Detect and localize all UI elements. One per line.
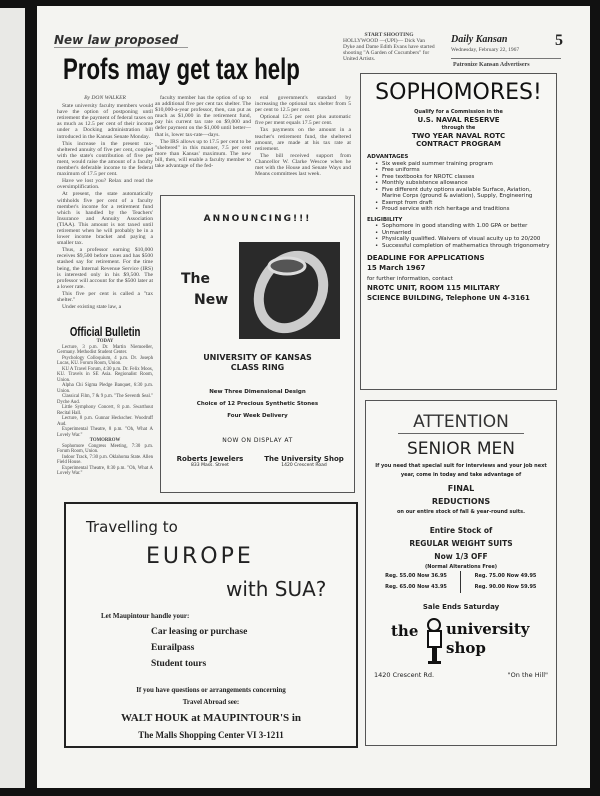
- paragraph: Optional 12.5 per cent plus automatic five per ment equals 17.5 per cent.: [255, 114, 351, 127]
- ring-title-2: CLASS RING: [230, 363, 285, 372]
- ring-feature: New Three Dimensional Design: [209, 389, 306, 395]
- article-kicker: New law proposed: [54, 33, 188, 48]
- bulletin-item: Little Symphony Concert, 8 p.m. Swarthout Recital Hall.: [57, 405, 153, 416]
- adjacent-page-edge: [0, 8, 25, 788]
- eligibility-item: • Successful completion of mathematics through trigonometry: [373, 243, 550, 250]
- navy-line: U.S. NAVAL RESERVE: [417, 116, 500, 124]
- naval-rotc-ad: [360, 73, 557, 390]
- suit-off: Now 1/3 OFF: [434, 552, 488, 561]
- suit-sale-ends: Sale Ends Saturday: [422, 603, 500, 611]
- advantage-item: • Five different duty options available Surface, Aviation, Marine Corps (ground & aviation), Supply, Engineering: [373, 187, 550, 200]
- contact-line: NROTC UNIT, ROOM 115 MILITARY: [367, 283, 500, 292]
- byline: By DON WALKER: [84, 95, 126, 101]
- university-shop-logo: [366, 617, 556, 667]
- paragraph: eral government's standard by increasing the optional tax shelter from 5 per cent to 12.5 per cent.: [255, 95, 351, 114]
- paragraph: This five per cent is called a "tax shelter.": [57, 290, 153, 303]
- article-column-2: [155, 95, 251, 170]
- paragraph: faculty member has the option of up to an additional five per cent tax shelter. The $10,000-a-year professor, then, can put as much as $1,000 in the retirement fund, pay his current tax rate on $9,000 and defer payment on the $1,000 until better—that is, lower tax-rate—days.: [155, 95, 251, 138]
- masthead-paper: Daily Kansan: [451, 34, 508, 45]
- class-ring-photo: [239, 242, 340, 339]
- brief-title: START SHOOTING: [364, 32, 414, 38]
- shop-tagline: "On the Hill": [507, 671, 548, 679]
- ring-announcing: ANNOUNCING!!!: [203, 214, 312, 224]
- travel-line-1: Travelling to: [86, 518, 178, 536]
- article-headline: Profs may get tax help: [63, 53, 300, 86]
- eligibility-item: • Sophomore in good standing with 1.00 GPA or better: [373, 223, 550, 230]
- ring-address-1: 833 Mass. Street: [191, 463, 229, 468]
- bulletin-today-heading: TODAY: [96, 339, 114, 344]
- advantage-item: • Monthly subsistence allowance: [373, 180, 550, 187]
- logo-university: university: [446, 620, 530, 638]
- ring-store-1: Roberts Jewelers: [176, 455, 244, 463]
- contact-line: SCIENCE BUILDING, Telephone UN 4-3161: [367, 293, 530, 302]
- europe-travel-ad: [64, 502, 358, 748]
- suit-price-table: [366, 571, 556, 593]
- ring-display: NOW ON DISPLAY AT: [222, 437, 293, 444]
- bulletin-item: Experimental Theatre, 8:30 p.m. "Oh, What A Lovely War.": [57, 465, 153, 476]
- class-ring-ad: [160, 195, 355, 493]
- bulletin-item: Indoor Track, 7:30 p.m. Oklahoma State. Allen Field House.: [57, 454, 153, 465]
- travel-contact: WALT HOUK at MAUPINTOUR'S in: [120, 712, 302, 724]
- bulletin-item: Lecture, 3 p.m. Dr. Martin Niemoeller, Germany. Methodist Student Center.: [57, 344, 153, 355]
- bulletin-item: Sophomore Congress Meeting, 7:30 p.m. Forum Room, Union.: [57, 443, 153, 454]
- bulletin-item: Classical Film, 7 & 9 p.m. "The Seventh Seal." Dyche Aud.: [57, 394, 153, 405]
- paragraph: Tax payments on the amount in a teacher's retirement fund, the sheltered amount, are made at his tax rate at retirement.: [255, 127, 351, 152]
- advantage-item: • Exempt from draft: [373, 200, 550, 207]
- bulletin-tomorrow-heading: TOMORROW: [89, 438, 121, 443]
- paragraph: This increase in the present tax-sheltered annuity of five per cent, coupled with the state's contribution of five per ment, would raise the amount of a faculty member's deferable income to the federal maximum of 17.5 per cent.: [57, 140, 153, 178]
- paragraph: Under existing state law, a: [62, 304, 122, 311]
- paragraph: At present, the state automatically withholds five per cent of a faculty member's income for a retirement fund which is handled by the Teachers' Insurance and Annuity Association (TIAA). This amount is not taxed until retirement when he will probably be in a lower income bracket and paying a smaller tax.: [57, 191, 153, 247]
- newspaper-page: [37, 6, 590, 788]
- bulletin-item: Alpha Chi Sigma Pledge Banquet, 6:30 p.m. Union.: [57, 383, 153, 394]
- deadline-line: DEADLINE FOR APPLICATIONS: [367, 254, 485, 262]
- shop-address: 1420 Crescent Rd.: [374, 671, 435, 679]
- navy-line: through the: [441, 125, 476, 131]
- travel-let: Let Maupintour handle your:: [101, 612, 190, 620]
- navy-headline: SOPHOMORES!: [375, 80, 542, 105]
- travel-europe: EUROPE: [146, 544, 254, 569]
- paragraph: Thus, a professor earning $10,000 receives $9,500 before taxes and has $500 stashed say for retirement. For the time being, the Internal Revenue Service (IRS) is interested only in his $9,500. The professor will account for the $500 later at a lower rate.: [57, 247, 153, 290]
- ring-title-1: UNIVERSITY OF KANSAS: [203, 353, 312, 362]
- official-bulletin: [57, 324, 153, 477]
- navy-line: Qualify for a Commission in the: [414, 109, 503, 115]
- bulletin-item: KU A Travel Forum, 4:30 p.m. Dr. Felix Moos, KU. Travels in SE Asia. Regionalist Room, Union.: [57, 366, 153, 383]
- suit-price: Reg. 55.00 Now 36.95: [372, 571, 461, 582]
- jayhawk-mascot-icon: [424, 617, 444, 665]
- deadline-date: 15 March 1967: [367, 264, 426, 272]
- travel-service: Car leasing or purchase: [151, 627, 248, 637]
- article-column-3: [255, 95, 351, 178]
- suit-attention: ATTENTION: [398, 411, 524, 434]
- suit-stock-2: REGULAR WEIGHT SUITS: [409, 539, 513, 548]
- logo-the: the: [391, 622, 419, 640]
- bulletin-title: Official Bulletin: [69, 324, 141, 339]
- news-brief: [343, 32, 435, 62]
- suit-price: Reg. 65.00 Now 43.95: [372, 582, 461, 593]
- advantage-item: • Proud service with rich heritage and traditions: [373, 206, 550, 213]
- ring-store-2: The University Shop: [264, 455, 344, 463]
- ring-the: The: [181, 271, 211, 287]
- travel-question: If you have questions or arrangements concerning: [136, 686, 286, 694]
- suit-senior-men: SENIOR MEN: [407, 439, 515, 459]
- bulletin-item: Lecture, 8 p.m. Gunnar Heckscher. Woodruff Aud.: [57, 416, 153, 427]
- travel-sua: with SUA?: [226, 577, 327, 601]
- ring-new: New: [194, 292, 229, 308]
- suit-alterations: (Normal Alterations Free): [424, 564, 498, 570]
- advantage-item: • Free uniforms: [373, 167, 550, 174]
- ring-feature: Choice of 12 Precious Synthetic Stones: [196, 401, 319, 407]
- eligibility-title: ELIGIBILITY: [367, 216, 403, 223]
- paragraph: The IRS allows up to 17.5 per cent to be "sheltered" in this manner, 7.5 per cent more than Kansas' maximum. The new bill, then, will enable a faculty member to take advantage of the fed-: [155, 138, 251, 170]
- advantages-title: ADVANTAGES: [367, 154, 409, 160]
- info-line: for further information, contact: [367, 276, 453, 282]
- paragraph: The bill received support from Chancellor W. Clarke Wescoe when he met with the House and Senate Ways and Means committees last week.: [255, 152, 351, 178]
- suit-price: Reg. 90.00 Now 59.95: [474, 584, 537, 590]
- patronize-line: Patronize Kansan Advertisers: [453, 62, 530, 68]
- suit-reductions: REDUCTIONS: [431, 497, 491, 506]
- travel-question: Travel Abroad see:: [182, 698, 240, 706]
- advantage-item: • Free textbooks for NROTC classes: [373, 174, 550, 181]
- eligibility-item: • Physically qualified. Waivers of visual acuity up to 20/200: [373, 236, 550, 243]
- suit-entire-text: on our entire stock of fall & year-round suits.: [396, 509, 525, 515]
- article-column-1: [57, 95, 153, 311]
- logo-shop: shop: [446, 639, 486, 657]
- suit-price: Reg. 75.00 Now 49.95: [474, 573, 537, 579]
- suit-final: FINAL: [447, 484, 475, 493]
- page-number: 5: [555, 32, 563, 49]
- paragraph: Have we lost you? Relax and read the oversimplification.: [57, 178, 153, 191]
- bulletin-item: Psychology Colloquium, 4 p.m. Dr. Joseph Lucas, KU. Forum Room, Union.: [57, 355, 153, 366]
- senior-suits-ad: [365, 400, 557, 746]
- masthead-date: Wednesday, February 22, 1967: [451, 47, 520, 53]
- brief-text: HOLLYWOOD —(UPI)— Dick Van Dyke and Dame Edith Evans have started shooting "A Garden of Cucumbers" for United Artists.: [343, 38, 435, 62]
- paragraph: State university faculty members would have the option of postponing until retirement the payment of federal taxes on as much as 12.5 per cent of their income under a Docking administration bill introduced in the Kansas Senate Monday.: [57, 103, 153, 140]
- navy-line: CONTRACT PROGRAM: [416, 140, 501, 148]
- advantage-item: • Six week paid summer training program: [373, 161, 550, 168]
- travel-service: Eurailpass: [151, 643, 195, 653]
- eligibility-item: • Unmarried: [373, 230, 550, 237]
- ring-feature: Four Week Delivery: [227, 413, 288, 419]
- travel-service: Student tours: [151, 659, 207, 669]
- suit-intro: If you need that special suit for interviews and your job next year, come in today and take advantage of: [375, 463, 547, 478]
- bulletin-item: Experimental Theatre, 8 p.m. "Oh, What A Lovely War.": [57, 427, 153, 438]
- ring-address-2: 1420 Crescent Road: [281, 463, 327, 468]
- navy-line: TWO YEAR NAVAL ROTC: [411, 132, 506, 140]
- suit-stock-1: Entire Stock of: [429, 526, 493, 535]
- travel-contact: The Malls Shopping Center VI 3-1211: [138, 730, 284, 740]
